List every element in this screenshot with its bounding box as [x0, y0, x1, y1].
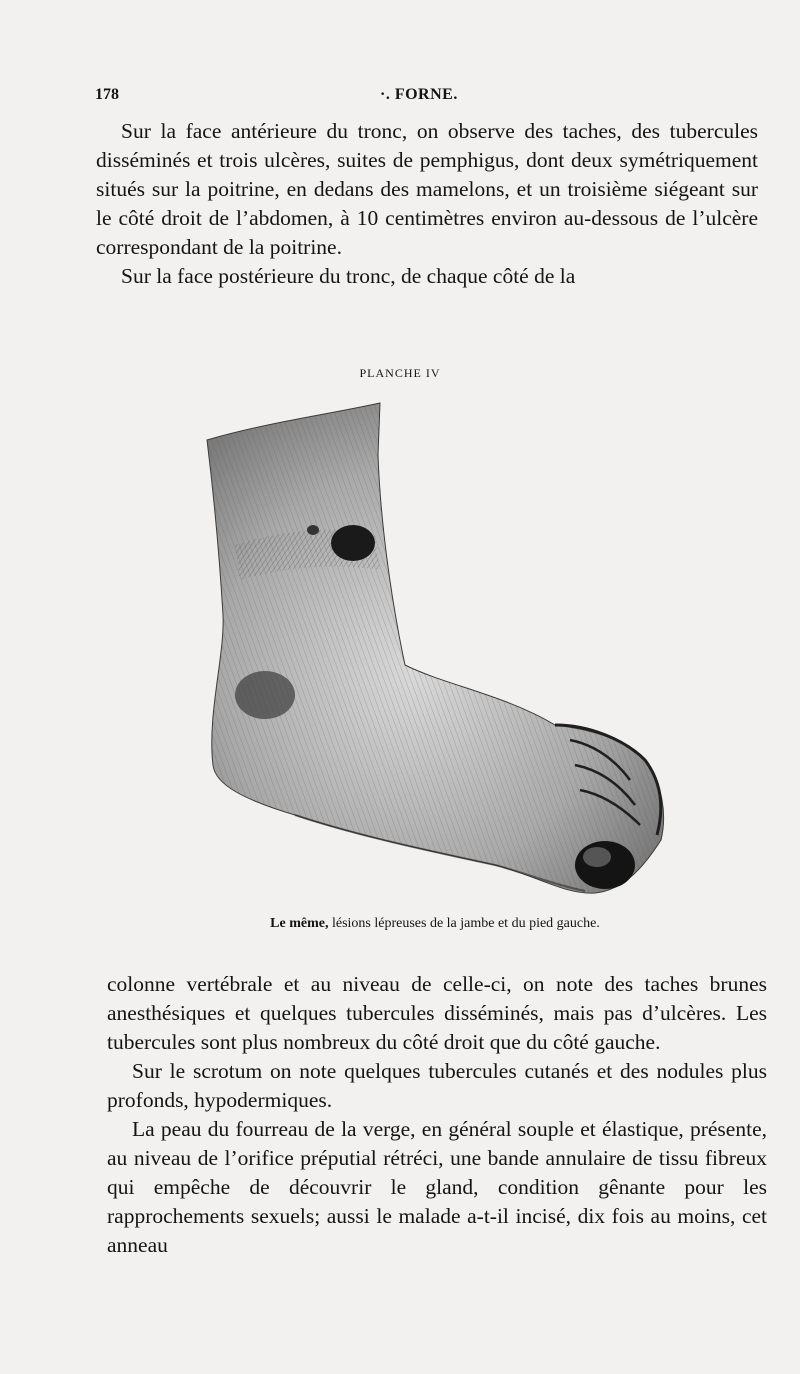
page-number: 178	[95, 86, 119, 103]
paragraph: Sur la face antérieure du tronc, on observe des taches, des tubercules disséminés et trois ulcères, suites de pemphigus, dont deux symétriquement situés sur la poitrine, en dedans des mamelons, et un troisième siégeant sur le côté droit de l’abdomen, à 10 centimètres environ au-dessous de l’ulcère correspondant de la poitrine.	[96, 119, 758, 259]
figure-caption	[0, 916, 800, 932]
running-title: ·. FORNE.	[380, 86, 458, 103]
plate-label: PLANCHE IV	[359, 366, 441, 380]
paragraph: colonne vertébrale et au niveau de celle-ci, on note des taches brunes anesthésiques et quelques tubercules disséminés, mais pas d’ulcères. Les tubercules sont plus nombreux du côté droit que du côté gauche.	[107, 972, 767, 1054]
paragraph: Sur le scrotum on note quelques tubercules cutanés et des nodules plus profonds, hypodermiques.	[107, 1059, 767, 1112]
foot-illustration	[195, 395, 675, 905]
text-block-bottom	[107, 970, 767, 1260]
text-block-top	[96, 117, 758, 291]
paragraph: Sur la face postérieure du tronc, de chaque côté de la	[121, 264, 576, 288]
paragraph: La peau du fourreau de la verge, en général souple et élastique, présente, au niveau de l’orifice préputial rétréci, une bande annulaire de tissu fibreux qui empêche de découvrir le gland, condition gênante pour les rapprochements sexuels; aussi le malade a-t-il incisé, dix fois au moins, cet anneau	[107, 1117, 767, 1257]
running-head	[95, 86, 775, 110]
caption-lead: Le même,	[270, 916, 329, 931]
caption-text: lésions lépreuses de la jambe et du pied gauche.	[328, 916, 600, 931]
ulcer-lesion	[331, 525, 375, 561]
